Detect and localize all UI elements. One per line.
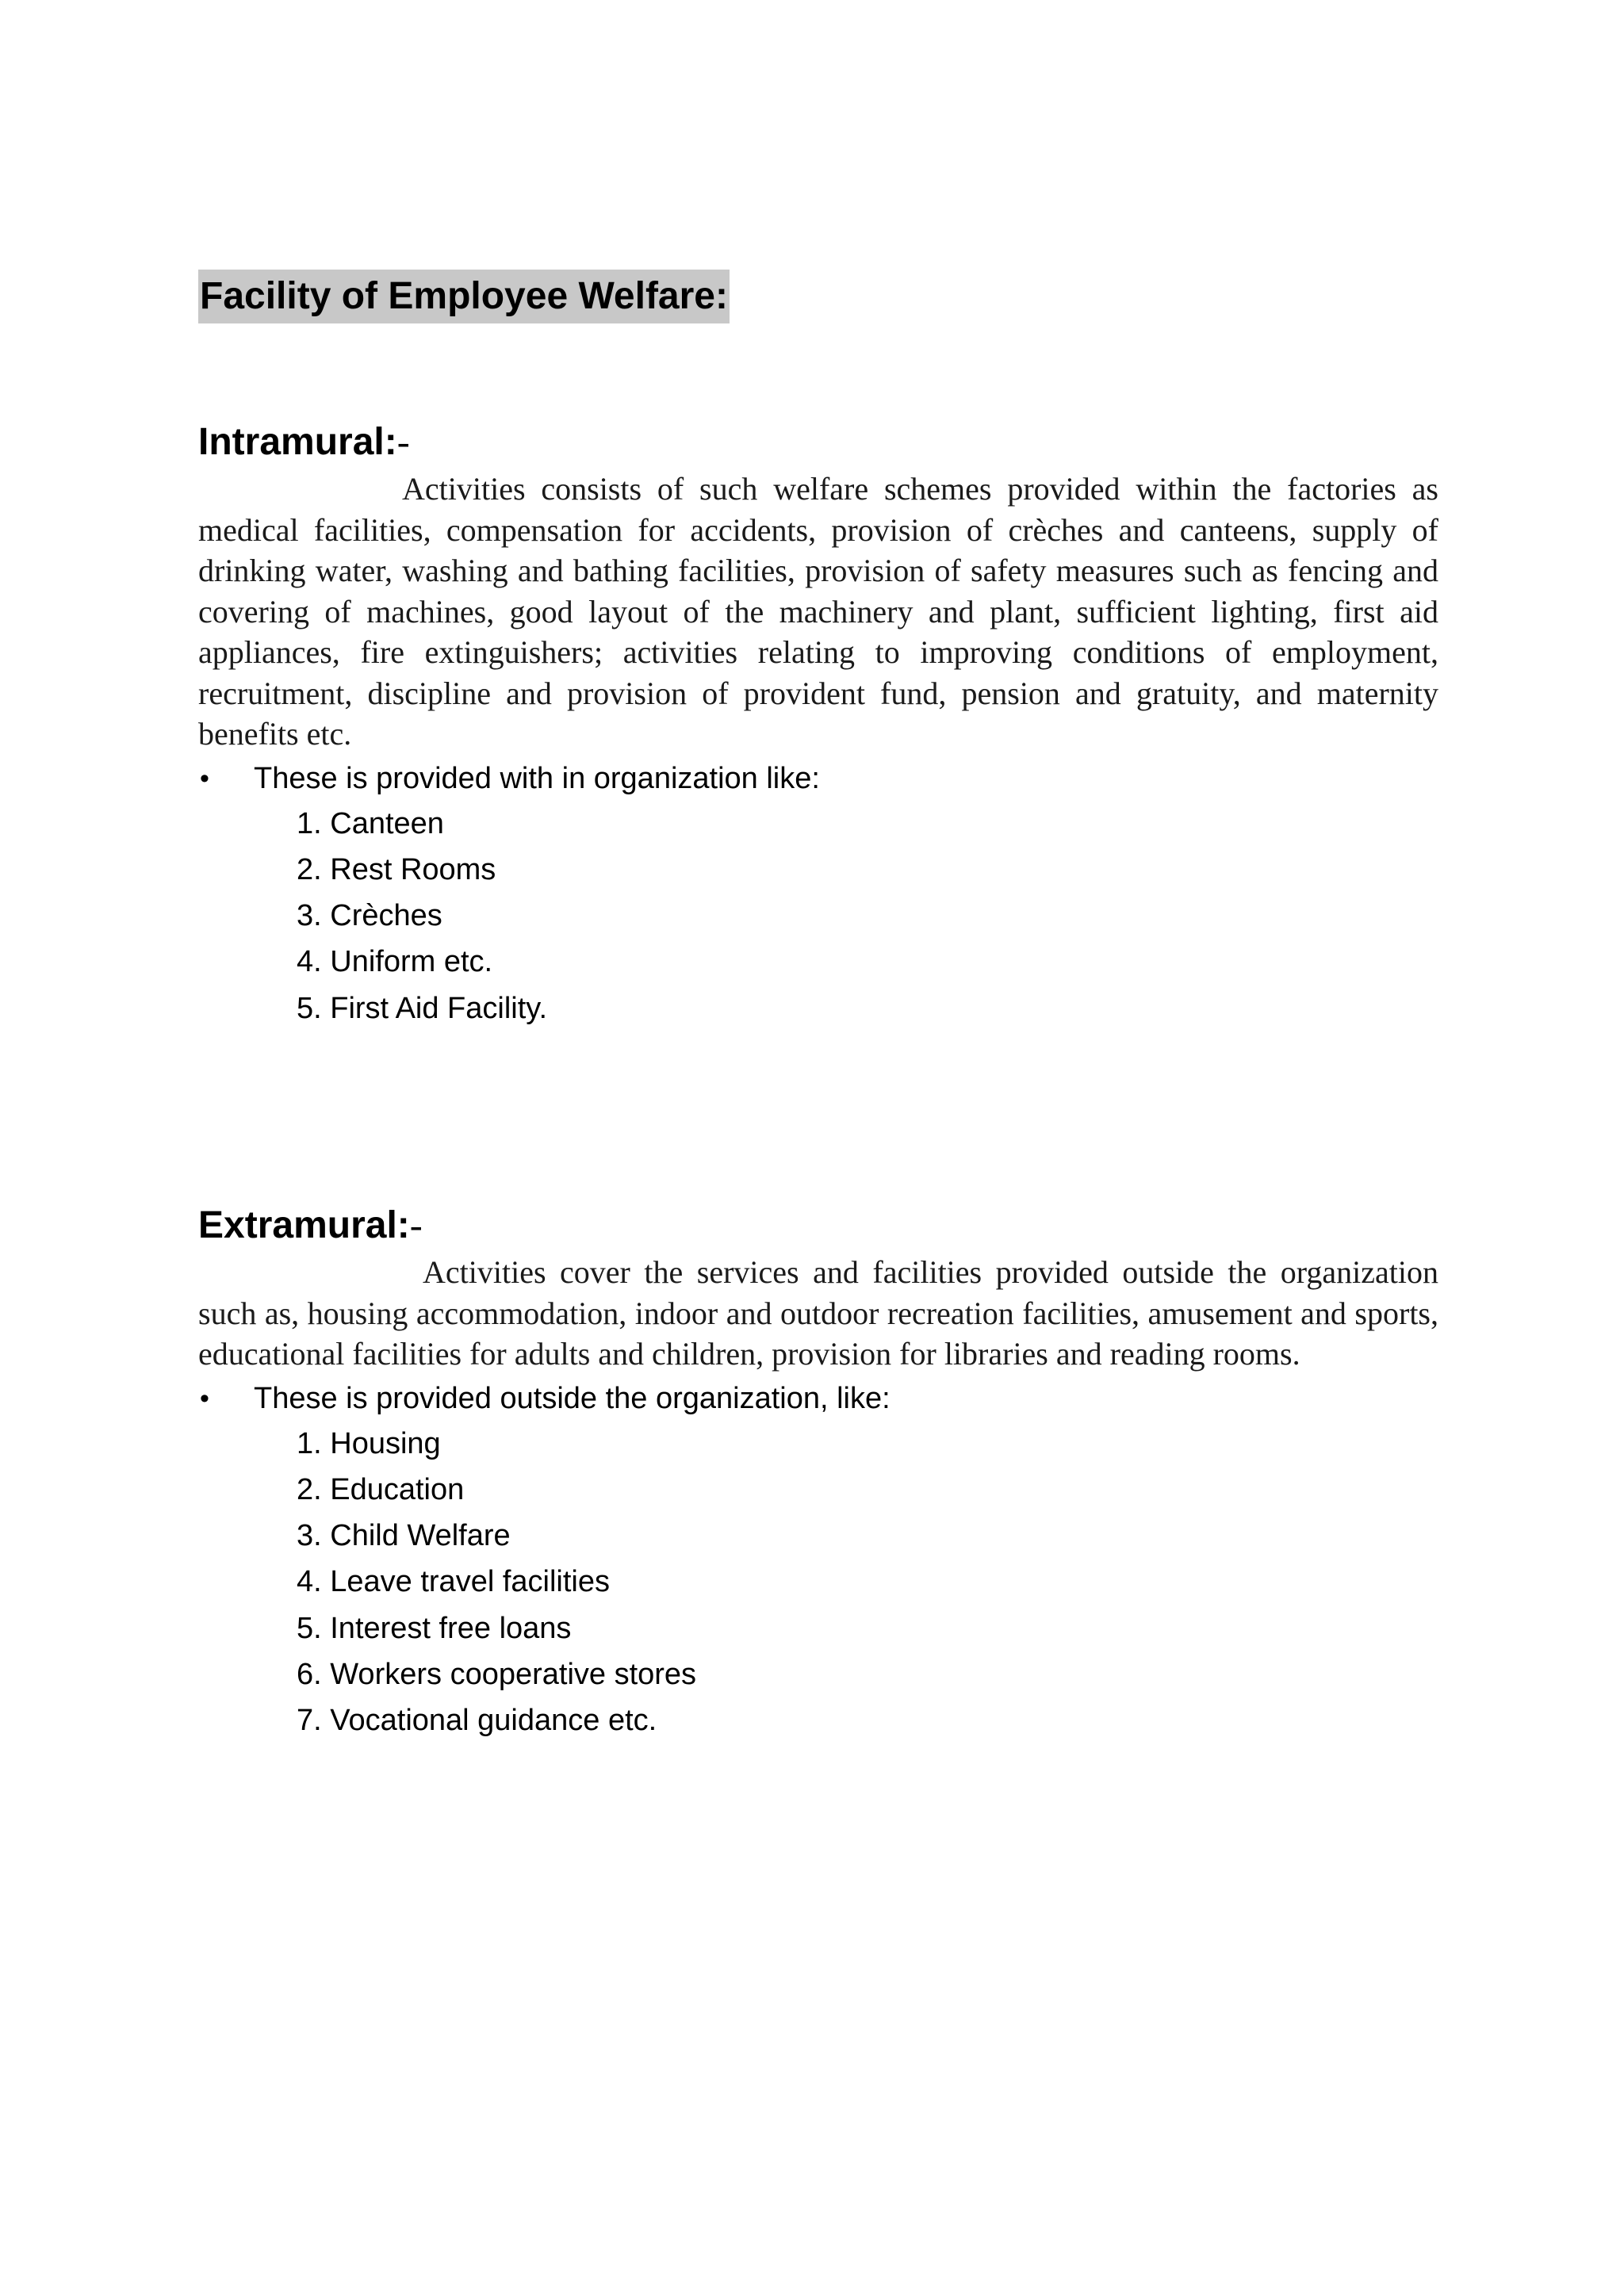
list-item: 3. Child Welfare bbox=[297, 1519, 511, 1553]
section-heading bbox=[198, 1200, 1438, 1252]
page-title: Facility of Employee Welfare: bbox=[198, 270, 730, 323]
section-intramural bbox=[198, 416, 1438, 1031]
list-item: 4. Uniform etc. bbox=[297, 945, 493, 979]
section-heading-text: Extramural: bbox=[198, 1204, 410, 1246]
list-item: 4. Leave travel facilities bbox=[297, 1565, 610, 1599]
list-item: 1. Canteen bbox=[297, 806, 444, 840]
section-heading bbox=[198, 416, 1438, 469]
section-paragraph: Activities cover the services and facilities provided outside the organization such as, housing accommodation, indoor and outdoor recreation facilities, amusement and sports, educational facilities for adults and children, provision for libraries and reading rooms. bbox=[198, 1254, 1438, 1372]
bullet-text: These is provided with in organization like: bbox=[254, 761, 820, 795]
list-item: 7. Vocational guidance etc. bbox=[297, 1704, 657, 1738]
bullet-item bbox=[198, 1376, 1438, 1421]
bullet-icon: • bbox=[200, 763, 209, 794]
list-item: 6. Workers cooperative stores bbox=[297, 1657, 697, 1691]
list-item: 2. Education bbox=[297, 1472, 465, 1506]
heading-dash: - bbox=[409, 1204, 423, 1246]
list-item: 2. Rest Rooms bbox=[297, 852, 496, 886]
list-item: 1. Housing bbox=[297, 1426, 441, 1460]
bullet-text: These is provided outside the organization, like: bbox=[254, 1381, 891, 1415]
list-item: 5. First Aid Facility. bbox=[297, 991, 548, 1025]
numbered-list bbox=[198, 1421, 1438, 1744]
numbered-list bbox=[198, 801, 1438, 1031]
heading-dash: - bbox=[396, 421, 410, 463]
section-heading-text: Intramural: bbox=[198, 421, 397, 463]
list-item: 3. Crèches bbox=[297, 899, 442, 933]
bullet-item bbox=[198, 756, 1438, 801]
bullet-icon: • bbox=[200, 1383, 209, 1414]
section-paragraph: Activities consists of such welfare schemes provided within the factories as medical facilities, compensation for accidents, provision of crèches and canteens, supply of drinking water, washing and bathing facilities, provision of safety measures such as fencing and covering of machines, good layout of the machinery and plant, sufficient lighting, first aid appliances, fire extinguishers; activities relating to improving conditions of employment, recruitment, discipline and provision of provident fund, pension and gratuity, and maternity benefits etc. bbox=[198, 471, 1438, 752]
list-item: 5. Interest free loans bbox=[297, 1611, 572, 1645]
section-extramural bbox=[198, 1200, 1438, 1744]
